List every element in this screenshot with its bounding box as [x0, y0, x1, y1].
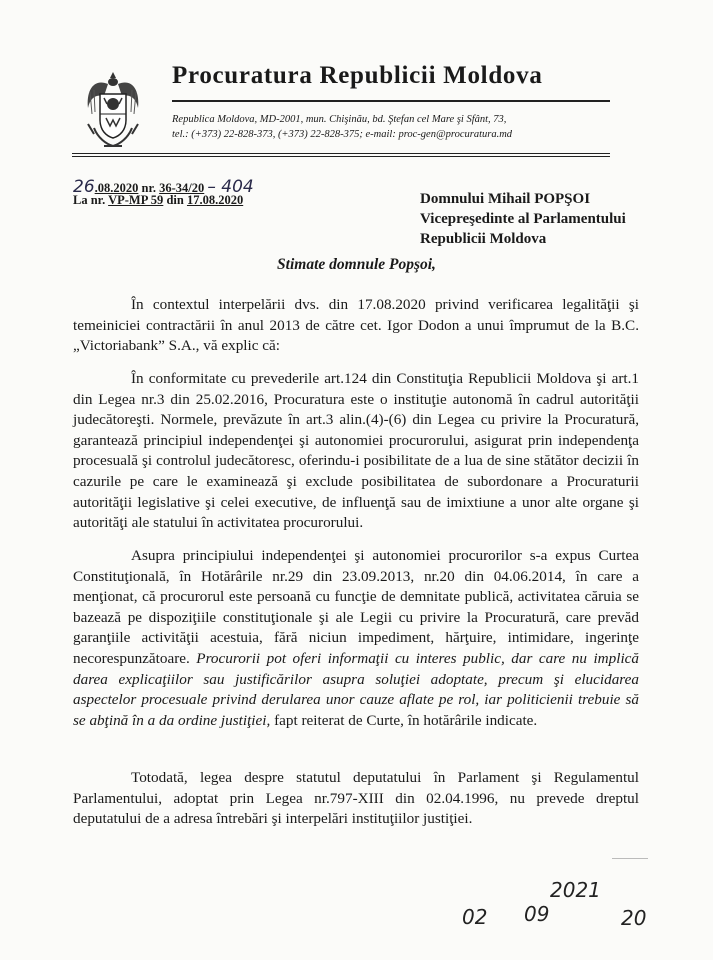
- addressee-name: Domnului Mihail POPŞOI: [420, 191, 591, 207]
- la-nr-value: VP-MP 59: [108, 193, 164, 207]
- handwritten-year-receipt: 2021: [550, 878, 601, 902]
- handwritten-day-receipt: 02: [462, 905, 488, 929]
- handwritten-month-receipt: 09: [524, 902, 550, 926]
- addressee-title: Vicepreşedinte al Parlamentului: [420, 211, 626, 227]
- header-divider: [172, 100, 610, 102]
- printed-date: .08.2020: [94, 181, 139, 195]
- handwritten-time-receipt: 20: [621, 906, 647, 930]
- address-line: Republica Moldova, MD-2001, mun. Chişinău, bd. Ştefan cel Mare şi Sfânt, 73,: [172, 114, 507, 125]
- letterhead-bottom-rule: [72, 153, 610, 154]
- letterhead-bottom-rule-2: [72, 156, 610, 157]
- salutation: Stimate domnule Popşoi,: [277, 256, 436, 273]
- incoming-reference: [73, 193, 243, 208]
- din-label: din: [166, 193, 184, 207]
- paragraph-3-italic: Procurorii pot oferi informaţii cu interes public, dar care nu implică darea explicaţiilor sau justificărilor asupra soluţiei adoptate, precum şi elucidarea aspectelor procesuale privind derularea unor cauze aflate pe rol, iar politicienii trebuie să se abţină în a da ordine justiţiei,: [73, 649, 640, 729]
- contact-line: tel.: (+373) 22-828-373, (+373) 22-828-375; e-mail: proc-gen@procuratura.md: [172, 129, 513, 140]
- addressee-institution: Republicii Moldova: [420, 231, 547, 247]
- body-paragraph-1: În contextul interpelării dvs. din 17.08.2020 privind verificarea legalităţii şi temeiniciei contractării în anul 2013 de către cet. Igor Dodon a unui împrumut de la B.C. „Victoriabank” S.A., vă explic că:: [73, 296, 639, 355]
- handwritten-nr: – 404: [207, 177, 254, 197]
- addressee-block: [420, 189, 626, 249]
- la-nr-label: La nr.: [73, 193, 106, 207]
- coat-of-arms-emblem: [80, 68, 146, 152]
- nr-label: nr.: [141, 181, 156, 195]
- faint-stamp: [612, 858, 648, 873]
- body-paragraph-2: În conformitate cu prevederile art.124 din Constituţia Republicii Moldova şi art.1 din Legea nr.3 din 25.02.2016, Procuratura este o instituţie autonomă în cadrul autorităţii judecătoreşti. Normele, prevăzute în art.3 alin.(4)-(6) din Legea cu privire la Procuratură, garantează principiul independenţei şi autonomiei procurorului, asigurat prin independenţa procesuală şi controlul judecătoresc, oferindu-i posibilitate de a lua de sine stătător decizii în cazurile pe care le examinează şi exclude posibilitatea de subordonare a Procuraturii autorităţii legislative şi celei executive, de influenţă sau de imixtiune a unor alte organe şi autorităţi ale statului în activitatea procurorului.: [73, 370, 639, 532]
- body-paragraph-3: [73, 546, 639, 731]
- body-paragraph-4: Totodată, legea despre statutul deputatului în Parlament şi Regulamentul Parlamentului, adoptat prin Legea nr.797-XIII din 02.04.1996, nu prevede dreptul deputatului de a adresa întrebări şi interpelări instituţiilor justiţiei.: [73, 769, 639, 828]
- handwritten-day: 26: [73, 177, 95, 197]
- nr-value: 36-34/20: [159, 181, 205, 195]
- organization-title: Procuratura Republicii Moldova: [172, 62, 543, 89]
- paragraph-3-end: fapt reiterat de Curte, în hotărârile indicate.: [274, 711, 538, 729]
- din-value: 17.08.2020: [186, 193, 244, 207]
- paragraph-3-text: Asupra principiului independenţei şi autonomiei procurorilor s-a expus Curtea Constituţională, în Hotărârile nr.29 din 23.09.2013, nr.20 din 04.06.2014, în care a menţionat, că procurorul este persoană cu funcţie de demnitate publică, activitatea căruia se bazează pe dispoziţiile constituţionale şi ale Legii cu privire la Procuratură, care prevăd garanţiile activităţii acestuia, fără niciun impediment, hărţuire, intimidare, ingerinţe necorespunzătoare.: [73, 547, 639, 667]
